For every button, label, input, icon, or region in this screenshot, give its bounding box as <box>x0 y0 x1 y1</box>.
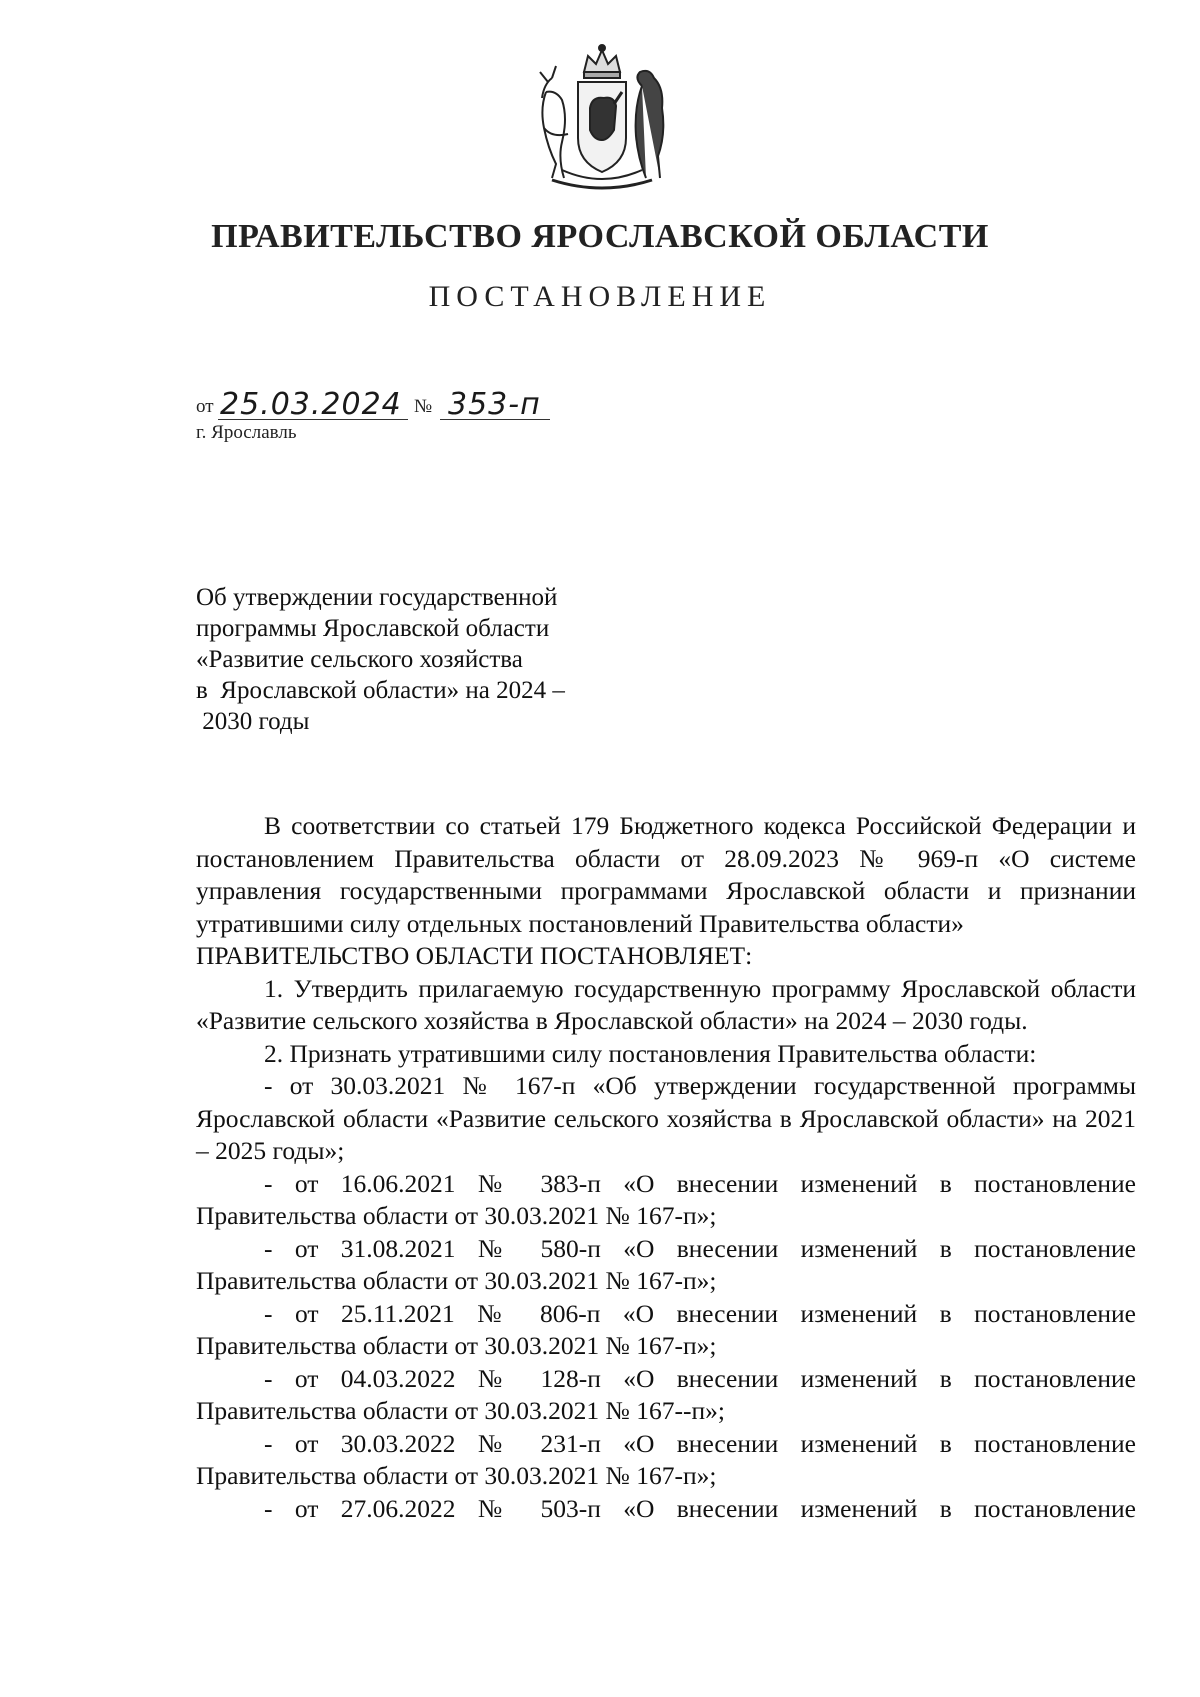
subject-line: программы Ярославской области <box>196 615 550 642</box>
preamble-paragraph: В соответствии со статьей 179 Бюджетного кодекса Российской Федерации и постановлением Правительства области от 28.09.2023 № 969-п «О системе управления государственными программами Ярославской области и признании утратившими силу отдельных постановлений Правительства области» <box>196 811 1136 938</box>
date-prefix: от <box>196 396 214 417</box>
repealed-item: - от 30.03.2021 № 167-п «Об утверждении государственной программы Ярославской области «Развитие сельского хозяйства в Ярославской области» на 2021 – 2025 годы»; <box>196 1071 1136 1165</box>
repealed-item: - от 25.11.2021 № 806-п «О внесении изменений в постановление Правительства области от 30.03.2021 № 167-п»; <box>196 1298 1136 1360</box>
city: г. Ярославль <box>196 422 297 443</box>
subject-line: в Ярославской области» на 2024 – <box>196 677 565 704</box>
date-value: 25.03.2024 <box>220 387 402 422</box>
resolves-line: ПРАВИТЕЛЬСТВО ОБЛАСТИ ПОСТАНОВЛЯЕТ: <box>196 941 753 970</box>
repealed-item: - от 04.03.2022 № 128-п «О внесении изменений в постановление Правительства области от 30.03.2021 № 167--п»; <box>196 1363 1136 1425</box>
repealed-item: - от 16.06.2021 № 383-п «О внесении изменений в постановление Правительства области от 30.03.2021 № 167-п»; <box>196 1168 1136 1230</box>
item-2-paragraph: 2. Признать утратившими силу постановления Правительства области: <box>264 1038 1037 1068</box>
repealed-item: - от 27.06.2022 № 503-п «О внесении изменений в постановление <box>264 1493 1136 1523</box>
repealed-item: - от 30.03.2022 № 231-п «О внесении изменений в постановление Правительства области от 30.03.2021 № 167-п»; <box>196 1428 1136 1490</box>
document-body <box>196 810 1136 1525</box>
number-prefix: № <box>414 396 433 417</box>
organization-title: ПРАВИТЕЛЬСТВО ЯРОСЛАВСКОЙ ОБЛАСТИ <box>211 218 989 255</box>
subject-line: «Развитие сельского хозяйства <box>196 646 523 673</box>
repealed-item: - от 31.08.2021 № 580-п «О внесении изменений в постановление Правительства области от 30.03.2021 № 167-п»; <box>196 1233 1136 1295</box>
document-subject <box>196 582 656 737</box>
item-1-paragraph: 1. Утвердить прилагаемую государственную программу Ярославской области «Развитие сельского хозяйства в Ярославской области» на 2024 – 2030 годы. <box>196 973 1136 1035</box>
subject-line: Об утверждении государственной <box>196 584 558 611</box>
coat-of-arms-icon <box>522 38 682 198</box>
document-type-title: ПОСТАНОВЛЕНИЕ <box>428 280 772 313</box>
number-value: 353-п <box>448 387 541 422</box>
subject-line: 2030 годы <box>196 708 310 735</box>
date-number-line <box>196 382 616 422</box>
